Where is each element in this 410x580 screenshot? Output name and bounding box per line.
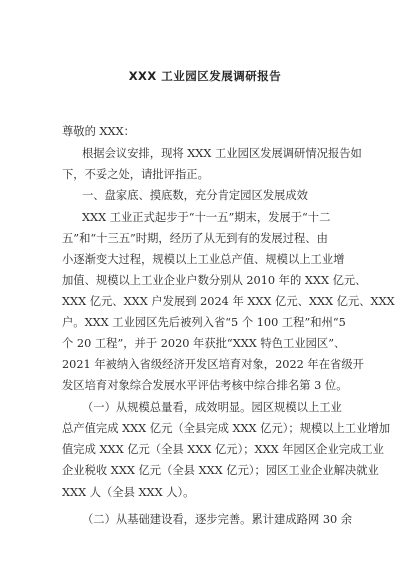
paragraph-line: 加值、规模以上工业企业户数分别从 2010 年的 XXX 亿元、 <box>62 274 367 287</box>
paragraph-line: 户。XXX 工业园区先后被列入省“5 个 100 工程”和州“5 <box>62 316 346 329</box>
document-title: XXX 工业园区发展调研报告 <box>128 69 282 83</box>
paragraph-line: 小逐渐变大过程，规模以上工业总产值、规模以上工业增 <box>62 253 345 266</box>
paragraph-line: XXX 亿元、XXX 户发展到 2024 年 XXX 亿元、XXX 亿元、XXX <box>62 295 395 308</box>
paragraph-line: 根据会议安排，现将 XXX 工业园区发展调研情况报告如 <box>82 147 362 160</box>
paragraph-line: 下，不妥之处，请批评指正。 <box>62 168 209 181</box>
paragraph-line: 总产值完成 XXX 亿元（全县完成 XXX 亿元）；规模以上工业增加 <box>62 422 391 435</box>
paragraph-line: XXX 人（全县 XXX 人）。 <box>62 486 195 499</box>
paragraph-line: 企业税收 XXX 亿元（全县 XXX 亿元）；园区工业企业解决就业 <box>62 464 379 477</box>
paragraph-line: 值完成 XXX 亿元（全县 XXX 亿元）；XXX 年园区企业完成工业 <box>62 443 384 456</box>
paragraph-line: 五”和“十三五”时期，经历了从无到有的发展过程、由 <box>62 232 328 245</box>
paragraph-line: 个 20 工程”，并于 2020 年获批“XXX 特色工业园区”、 <box>62 337 346 350</box>
subsection-line: （二）从基础建设看，逐步完善。累计建成路网 30 余 <box>82 513 353 526</box>
paragraph-line: XXX 工业正式起步于“十一五”期末，发展于“十二 <box>82 211 331 224</box>
section-heading: 一、盘家底、摸底数，充分肯定园区发展成效 <box>82 189 308 202</box>
paragraph-line: 2021 年被纳入省级经济开发区培育对象，2022 年在省级开 <box>62 358 364 371</box>
subsection-line: （一）从规模总量看，成效明显。园区规模以上工业 <box>82 401 342 414</box>
salutation: 尊敬的 XXX： <box>62 125 135 138</box>
paragraph-line: 发区培育对象综合发展水平评估考核中综合排名第 3 位。 <box>62 379 348 392</box>
